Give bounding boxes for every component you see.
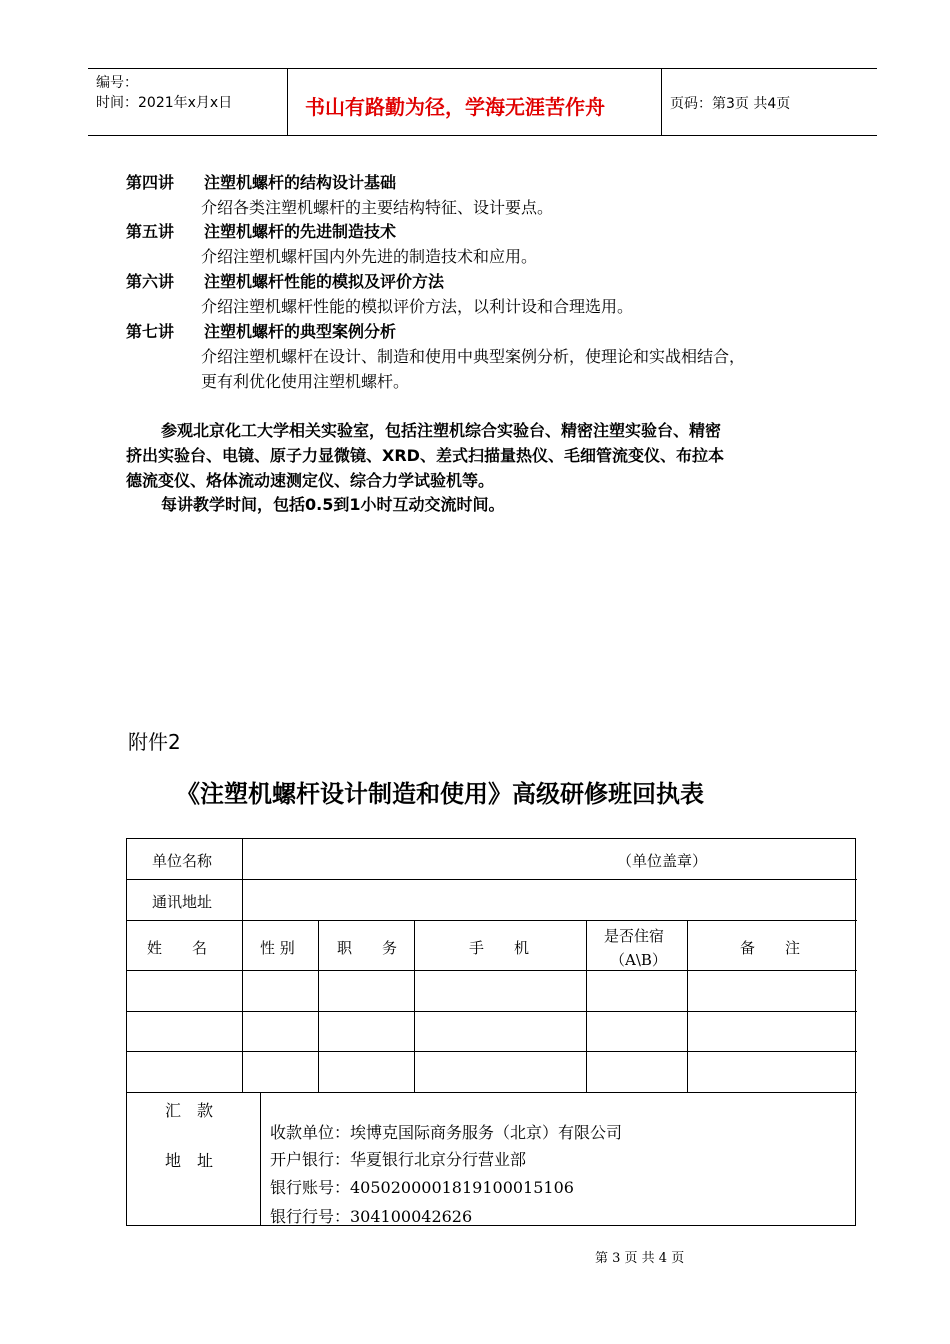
lecture-title (126, 219, 396, 242)
lecture-number: 第七讲 (126, 322, 175, 341)
table-row[interactable] (128, 1012, 856, 1051)
lecture-number: 第六讲 (126, 272, 175, 291)
unit-name-field[interactable] (243, 839, 856, 879)
visit-paragraph-line: 参观北京化工大学相关实验室，包括注塑机综合实验台、精密注塑实验台、精密 (161, 421, 722, 440)
lecture-number: 第四讲 (126, 173, 175, 192)
bank-code-line: 银行行号：304100042626 (270, 1207, 473, 1226)
col-header-lodging-options: （A\B） (610, 951, 667, 969)
lecture-heading: 注塑机螺杆的典型案例分析 (204, 322, 397, 341)
header-motto: 书山有路勤为径，学海无涯苦作舟 (305, 95, 605, 119)
doc-number-label: 编号： (96, 75, 138, 91)
header-divider-right (661, 68, 662, 136)
page-footer: 第 3 页 共 4 页 (595, 1251, 685, 1266)
col-header-position: 职 务 (337, 939, 398, 957)
teaching-time-line: 每讲教学时间，包括0.5到1小时互动交流时间。 (161, 495, 505, 514)
col-header-gender: 性 别 (260, 939, 295, 957)
lecture-title (126, 269, 444, 292)
lecture-description: 介绍注塑机螺杆在设计、制造和使用中典型案例分析，使理论和实战相结合， (201, 347, 746, 366)
header-divider-left (287, 68, 288, 136)
lecture-title (126, 170, 396, 193)
unit-seal-note: （单位盖章） (617, 852, 708, 870)
lecture-description: 介绍各类注塑机螺杆的主要结构特征、设计要点。 (201, 198, 554, 217)
table-row[interactable] (128, 1052, 856, 1092)
visit-paragraph-line: 德流变仪、烙体流动速测定仪、综合力学试验机等。 (126, 471, 495, 490)
header-top-rule (88, 68, 877, 69)
lecture-description: 介绍注塑机螺杆性能的模拟评价方法，以利计设和合理选用。 (201, 297, 634, 316)
visit-paragraph-line: 挤出实验台、电镜、原子力显微镜、XRD、差式扫描量热仪、毛细管流变仪、布拉本 (126, 446, 724, 465)
header-bottom-rule (88, 135, 877, 136)
lecture-heading: 注塑机螺杆的先进制造技术 (204, 222, 397, 241)
address-field[interactable] (243, 880, 856, 920)
payee-line: 收款单位：埃博克国际商务服务（北京）有限公司 (270, 1123, 623, 1142)
address-label: 通讯地址 (152, 893, 213, 911)
registration-form-table (126, 838, 856, 1226)
doc-time-label: 时间：2021年x月x日 (96, 95, 233, 111)
col-divider (260, 1092, 261, 1226)
bank-line: 开户银行：华夏银行北京分行营业部 (270, 1150, 527, 1169)
row-divider (127, 920, 857, 921)
col-header-name: 姓 名 (147, 939, 208, 957)
lecture-description: 更有利优化使用注塑机螺杆。 (201, 372, 410, 391)
account-line: 银行账号：4050200001819100015106 (270, 1178, 574, 1197)
unit-name-label: 单位名称 (152, 852, 213, 870)
lecture-description: 介绍注塑机螺杆国内外先进的制造技术和应用。 (201, 247, 538, 266)
form-title: 《注塑机螺杆设计制造和使用》高级研修班回执表 (176, 780, 704, 808)
lecture-title (126, 319, 396, 342)
col-header-lodging: 是否住宿 (604, 927, 665, 945)
lecture-heading: 注塑机螺杆的结构设计基础 (204, 173, 397, 192)
page-indicator: 页码：第3页 共4页 (670, 96, 791, 112)
col-header-phone: 手 机 (469, 939, 530, 957)
col-header-remarks: 备 注 (740, 939, 801, 957)
remit-label: 汇 款 (165, 1101, 214, 1120)
remit-address-label: 地 址 (165, 1151, 214, 1170)
lecture-number: 第五讲 (126, 222, 175, 241)
appendix-label: 附件2 (128, 730, 181, 754)
lecture-heading: 注塑机螺杆性能的模拟及评价方法 (204, 272, 445, 291)
table-row[interactable] (128, 971, 856, 1011)
row-divider (127, 1092, 857, 1093)
